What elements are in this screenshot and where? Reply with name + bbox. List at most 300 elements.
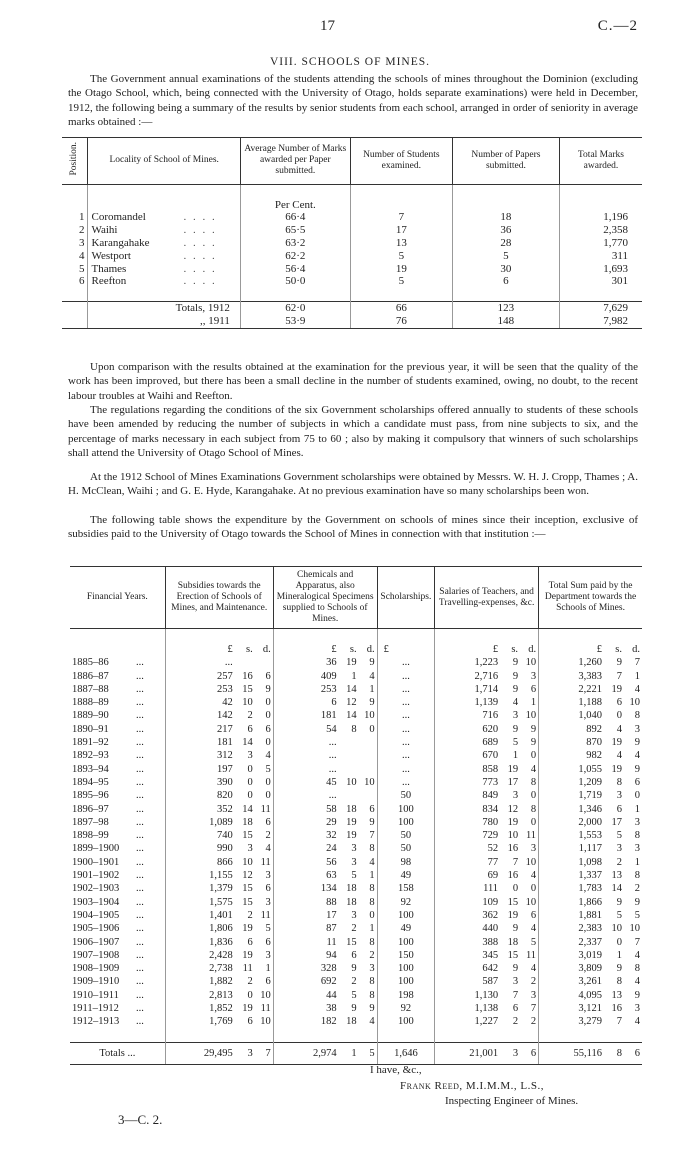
scholarships-cell: 100 xyxy=(377,936,435,949)
pence: 0 xyxy=(265,697,271,709)
year-label: 1912–1913 xyxy=(72,1016,120,1028)
pence: 1 xyxy=(369,870,375,882)
money-value xyxy=(276,683,375,696)
money-value xyxy=(437,670,536,683)
pounds: 1,346 xyxy=(578,803,602,815)
salaries-cell xyxy=(435,816,539,829)
money-value xyxy=(276,975,375,988)
scholarships-cell: 49 xyxy=(377,922,435,935)
pence: 3 xyxy=(530,989,537,1001)
shillings: 9 xyxy=(512,923,519,935)
money-value xyxy=(541,789,640,802)
shillings: 0 xyxy=(512,883,519,895)
shillings: 7 xyxy=(616,670,622,682)
locality-name: Coromandel xyxy=(91,211,146,224)
shillings: 11 xyxy=(242,963,253,975)
col-position: Position. xyxy=(62,138,88,185)
pounds: 2,428 xyxy=(209,949,233,961)
chemicals-cell xyxy=(273,1002,377,1015)
pounds: 1,260 xyxy=(578,657,602,669)
section-title: VIII. SCHOOLS OF MINES. xyxy=(269,56,431,68)
pounds-unit: £ xyxy=(492,644,499,655)
chemicals-cell xyxy=(273,856,377,869)
col-salaries: Salaries of Teachers, and Travelling-expenses, &c. xyxy=(435,567,539,629)
leader-dots: . . . . xyxy=(183,249,217,262)
table-row xyxy=(62,263,642,276)
year-label: 1895–96 xyxy=(72,790,109,802)
chemicals-cell xyxy=(273,803,377,816)
pence: 9 xyxy=(369,816,375,828)
pence: 10 xyxy=(364,776,375,788)
subsidies-cell xyxy=(165,776,273,789)
pence: 4 xyxy=(369,1016,375,1028)
cell-empty xyxy=(350,184,452,211)
leader-dots: ... xyxy=(136,750,144,762)
money-value xyxy=(437,749,536,762)
chemicals-cell xyxy=(273,656,377,669)
money-value xyxy=(276,896,375,909)
locality-cell xyxy=(88,211,240,224)
total-cell: 7,982 xyxy=(559,315,642,328)
money-value xyxy=(541,896,640,909)
salaries-cell xyxy=(435,869,539,882)
cell-empty xyxy=(88,184,240,211)
pounds: 773 xyxy=(482,776,499,788)
pence: 7 xyxy=(634,657,640,669)
subsidies-cell xyxy=(165,656,273,669)
shillings: 18 xyxy=(346,1016,357,1028)
pence: 2 xyxy=(634,883,640,895)
leader-dots: ... xyxy=(136,976,144,988)
shillings: 10 xyxy=(242,856,253,868)
total-cell xyxy=(539,1002,642,1015)
total-cell xyxy=(539,803,642,816)
pounds: 1,155 xyxy=(209,870,233,882)
students-cell: 13 xyxy=(350,237,452,250)
total-cell: 1,770 xyxy=(559,237,642,250)
unit-row xyxy=(70,629,642,657)
pounds: 181 xyxy=(216,737,233,749)
pounds: 1,089 xyxy=(209,816,233,828)
total-cell xyxy=(539,842,642,855)
pence: 10 xyxy=(629,923,640,935)
pence: 3 xyxy=(634,723,640,735)
subsidies-cell xyxy=(165,922,273,935)
shillings: 9 xyxy=(512,723,519,735)
pounds: 1,040 xyxy=(578,710,602,722)
shillings: 3 xyxy=(247,750,253,762)
money-value xyxy=(276,763,375,776)
pounds: 1,836 xyxy=(209,936,233,948)
pounds: 2,716 xyxy=(474,670,499,682)
position-cell: 2 xyxy=(78,224,85,237)
pounds: 1,881 xyxy=(578,909,602,921)
total-cell xyxy=(539,896,642,909)
pounds: 36 xyxy=(326,657,337,669)
total-cell xyxy=(539,656,642,669)
shillings: 15 xyxy=(346,936,357,948)
signature-title: Inspecting Engineer of Mines. xyxy=(445,1095,579,1107)
chemicals-cell xyxy=(273,842,377,855)
table-row xyxy=(70,803,642,816)
money-units xyxy=(168,643,271,656)
money-value xyxy=(276,829,375,842)
pounds: 94 xyxy=(326,949,337,961)
year-label: 1886–87 xyxy=(72,670,109,682)
totals-label: Totals, 1912 xyxy=(88,301,240,314)
cell-empty xyxy=(240,288,350,301)
pounds: 29,495 xyxy=(203,1047,233,1059)
pence: 0 xyxy=(265,790,271,802)
year-cell xyxy=(70,723,165,736)
money-value xyxy=(276,1047,375,1060)
shillings: 8 xyxy=(351,723,357,735)
shillings: 15 xyxy=(242,883,253,895)
shillings: 1 xyxy=(351,670,357,682)
money-value xyxy=(437,896,536,909)
money-value xyxy=(541,936,640,949)
total-cell: 7,629 xyxy=(559,301,642,314)
scholarships-cell: 100 xyxy=(377,975,435,988)
shillings: 16 xyxy=(507,843,519,855)
total-cell: 1,693 xyxy=(559,263,642,276)
shillings: 16 xyxy=(507,870,519,882)
shillings: 19 xyxy=(611,683,622,695)
year-label: 1891–92 xyxy=(72,737,109,749)
cell-empty xyxy=(377,1029,435,1043)
shillings: 14 xyxy=(242,737,253,749)
money-value xyxy=(168,922,271,935)
money-value xyxy=(168,1002,271,1015)
salaries-cell xyxy=(435,736,539,749)
year-label: 1889–90 xyxy=(72,710,109,722)
cell-empty xyxy=(70,1029,165,1043)
students-cell: 17 xyxy=(350,224,452,237)
pounds: 134 xyxy=(320,883,337,895)
pence: 6 xyxy=(530,1047,537,1059)
leader-dots: . . . . xyxy=(183,262,217,275)
total-cell xyxy=(539,856,642,869)
comparison-paragraph xyxy=(68,360,638,403)
pounds: 1,719 xyxy=(578,790,602,802)
money-value xyxy=(168,1015,271,1028)
shillings: 7 xyxy=(616,1016,622,1028)
scholarships-cell: ... xyxy=(377,709,435,722)
shillings: 2 xyxy=(247,976,253,988)
pounds: 3,809 xyxy=(578,963,602,975)
scholarships-cell: 50 xyxy=(377,842,435,855)
salaries-cell xyxy=(435,975,539,988)
chemicals-cell xyxy=(273,776,377,789)
shillings: 10 xyxy=(242,697,253,709)
shillings: 16 xyxy=(611,1003,622,1015)
shillings: 19 xyxy=(507,816,519,828)
pounds: 689 xyxy=(482,737,499,749)
shillings: 3 xyxy=(351,843,357,855)
pence: 3 xyxy=(530,843,537,855)
salaries-cell xyxy=(435,936,539,949)
table-row xyxy=(70,989,642,1002)
year-label: 1901–1902 xyxy=(72,870,120,882)
chemicals-cell xyxy=(273,683,377,696)
pence: 9 xyxy=(634,763,640,775)
pence: 8 xyxy=(634,830,640,842)
total-unit xyxy=(539,629,642,657)
money-value xyxy=(276,709,375,722)
shillings: 8 xyxy=(616,976,622,988)
pounds: 1,882 xyxy=(209,976,233,988)
total-cell: 301 xyxy=(559,275,642,288)
pence: 0 xyxy=(265,737,271,749)
scholarships-cell: 92 xyxy=(377,896,435,909)
students-cell: 19 xyxy=(350,263,452,276)
money-value xyxy=(276,776,375,789)
year-label: 1905–1906 xyxy=(72,923,120,935)
pounds: 54 xyxy=(326,723,337,735)
pence: 8 xyxy=(530,776,537,788)
pence: 8 xyxy=(634,963,640,975)
pence xyxy=(357,749,375,762)
money-value xyxy=(276,723,375,736)
pounds: 257 xyxy=(216,670,233,682)
money-value xyxy=(541,656,640,669)
shillings: 0 xyxy=(247,989,253,1001)
pounds: 2,974 xyxy=(312,1047,337,1059)
signature-closing: I have, &c., xyxy=(370,1064,422,1076)
shillings: 10 xyxy=(507,830,519,842)
table-row xyxy=(62,211,642,224)
pence: 7 xyxy=(530,1003,537,1015)
salaries-cell xyxy=(435,882,539,895)
year-label: 1896–97 xyxy=(72,803,109,815)
year-label: 1911–1912 xyxy=(72,1003,119,1015)
scholarships-cell: 50 xyxy=(377,789,435,802)
pounds: 587 xyxy=(482,976,499,988)
shillings: 6 xyxy=(247,723,253,735)
table-row xyxy=(70,816,642,829)
year-cell xyxy=(70,962,165,975)
subsidies-cell xyxy=(165,989,273,1002)
leader-dots: ... xyxy=(136,737,144,749)
scholarships-cell: 50 xyxy=(377,829,435,842)
shillings-unit: s. xyxy=(615,644,622,655)
table-row xyxy=(70,736,642,749)
total-cell xyxy=(539,789,642,802)
totals-label: Totals ... xyxy=(70,1042,165,1064)
cell-empty xyxy=(62,184,88,211)
subsidies-cell xyxy=(165,723,273,736)
table-row xyxy=(70,856,642,869)
shillings: 14 xyxy=(346,710,357,722)
pence: 0 xyxy=(634,790,640,802)
shillings: 7 xyxy=(512,856,519,868)
chemicals-cell xyxy=(273,736,377,749)
position-cell: 4 xyxy=(78,249,85,262)
pence: 9 xyxy=(530,737,537,749)
signature-name: Frank Reed, M.I.M.M., L.S., xyxy=(400,1080,545,1092)
pence: 3 xyxy=(369,963,375,975)
position-cell: 3 xyxy=(78,236,85,249)
year-cell xyxy=(70,882,165,895)
totals-row xyxy=(62,315,642,328)
pounds: 44 xyxy=(326,989,337,1001)
money-value xyxy=(168,842,271,855)
pence: 3 xyxy=(265,949,271,961)
scholarships-cell: 49 xyxy=(377,869,435,882)
table-row xyxy=(70,909,642,922)
pounds: 2,813 xyxy=(209,989,233,1001)
document-reference: C.—2 xyxy=(597,18,638,34)
pounds: 388 xyxy=(482,936,499,948)
pence: 4 xyxy=(634,976,640,988)
shillings: 3 xyxy=(616,790,622,802)
year-label: 1910–1911 xyxy=(72,989,119,1001)
shillings: 19 xyxy=(346,816,357,828)
scholarships-cell: 100 xyxy=(377,803,435,816)
total-cell xyxy=(539,962,642,975)
table-row xyxy=(70,962,642,975)
leader-dots: ... xyxy=(136,923,144,935)
total-cell: 2,358 xyxy=(559,224,642,237)
students-cell: 66 xyxy=(350,301,452,314)
year-label: 1904–1905 xyxy=(72,909,120,921)
shillings: 9 xyxy=(512,657,519,669)
expenditure-table-body xyxy=(70,629,642,1065)
students-cell: 5 xyxy=(350,275,452,288)
pence: 10 xyxy=(364,710,375,722)
scholarships-cell: ... xyxy=(377,670,435,683)
money-value xyxy=(437,736,536,749)
leader-dots: ... xyxy=(136,989,144,1001)
salaries-cell xyxy=(435,776,539,789)
table-row xyxy=(70,1015,642,1028)
total-cell xyxy=(539,723,642,736)
chemicals-total xyxy=(273,1042,377,1064)
money-value xyxy=(437,723,536,736)
pence: 1 xyxy=(634,803,640,815)
shillings: 18 xyxy=(242,816,253,828)
pence-unit: d. xyxy=(632,644,640,655)
year-cell xyxy=(70,949,165,962)
shillings: 19 xyxy=(507,763,519,775)
pence: 10 xyxy=(260,1016,271,1028)
pence: 0 xyxy=(530,790,537,802)
pence: 11 xyxy=(260,803,271,815)
total-cell: 1,196 xyxy=(559,211,642,224)
pounds: 1,783 xyxy=(578,883,602,895)
leader-dots: ... xyxy=(136,870,144,882)
total-cell xyxy=(539,696,642,709)
total-cell xyxy=(539,816,642,829)
comparison-text: Upon comparison with the results obtained at the examination for the previous year, it will be seen that the quality of the work has been improved, but there has been a small decline in the number of students examined, owing, no doubt, to the recent labour troubles at Waihi and Reefton. xyxy=(68,361,638,402)
shillings: 0 xyxy=(247,790,253,802)
money-value xyxy=(276,1015,375,1028)
pence: 8 xyxy=(369,989,375,1001)
shillings: 1 xyxy=(616,949,622,961)
pounds: 312 xyxy=(216,750,233,762)
average-cell: 53·9 xyxy=(240,315,350,328)
money-value xyxy=(437,803,536,816)
pence: 0 xyxy=(369,909,375,921)
subsidies-cell xyxy=(165,949,273,962)
year-cell xyxy=(70,896,165,909)
money-value xyxy=(437,922,536,935)
pounds: 1,806 xyxy=(209,923,233,935)
pence: 4 xyxy=(634,683,640,695)
subsidies-cell xyxy=(165,896,273,909)
table-row xyxy=(70,922,642,935)
money-value xyxy=(168,962,271,975)
papers-cell: 148 xyxy=(452,315,559,328)
shillings: 7 xyxy=(512,989,519,1001)
scholarships-cell: 158 xyxy=(377,882,435,895)
total-cell xyxy=(539,949,642,962)
salaries-cell xyxy=(435,922,539,935)
pounds: 142 xyxy=(216,710,233,722)
leader-dots: ... xyxy=(136,657,144,669)
papers-cell: 6 xyxy=(452,275,559,288)
pence: 9 xyxy=(369,657,375,669)
money-value xyxy=(437,989,536,1002)
pence: 6 xyxy=(265,723,271,735)
subsidies-cell xyxy=(165,696,273,709)
pence: 3 xyxy=(634,1003,640,1015)
table-row xyxy=(70,656,642,669)
money-value xyxy=(168,736,271,749)
year-label: 1888–89 xyxy=(72,697,109,709)
chemicals-cell xyxy=(273,869,377,882)
year-cell xyxy=(70,683,165,696)
pence: 7 xyxy=(369,830,375,842)
locality-cell xyxy=(88,263,240,276)
pence: 1 xyxy=(634,670,640,682)
pence: 0 xyxy=(265,710,271,722)
table-row xyxy=(70,829,642,842)
money-value xyxy=(276,656,375,669)
col-subsidies: Subsidies towards the Erection of Schools of Mines, and Maintenance. xyxy=(165,567,273,629)
pence xyxy=(253,656,271,669)
pounds: 58 xyxy=(326,803,337,815)
money-value xyxy=(437,909,536,922)
money-value xyxy=(276,989,375,1002)
cell-empty xyxy=(559,288,642,301)
pence: 10 xyxy=(525,856,537,868)
chemicals-cell xyxy=(273,936,377,949)
shillings: 9 xyxy=(351,1003,357,1015)
money-value xyxy=(168,829,271,842)
year-label: 1897–98 xyxy=(72,816,109,828)
pounds: 1,714 xyxy=(474,683,499,695)
cell-empty xyxy=(273,1029,377,1043)
year-cell xyxy=(70,736,165,749)
shillings: 17 xyxy=(507,776,519,788)
total-cell xyxy=(539,736,642,749)
shillings: 15 xyxy=(242,896,253,908)
money-value xyxy=(437,709,536,722)
money-value xyxy=(437,962,536,975)
shillings: 0 xyxy=(616,936,622,948)
money-value xyxy=(437,1047,536,1060)
year-cell xyxy=(70,856,165,869)
pence: 6 xyxy=(265,976,271,988)
shillings: 3 xyxy=(247,1047,253,1059)
subsidies-cell xyxy=(165,962,273,975)
pounds: 729 xyxy=(482,830,499,842)
shillings: 15 xyxy=(242,830,253,842)
shillings: 2 xyxy=(351,976,357,988)
scholarships-cell: ... xyxy=(377,696,435,709)
money-value xyxy=(276,882,375,895)
